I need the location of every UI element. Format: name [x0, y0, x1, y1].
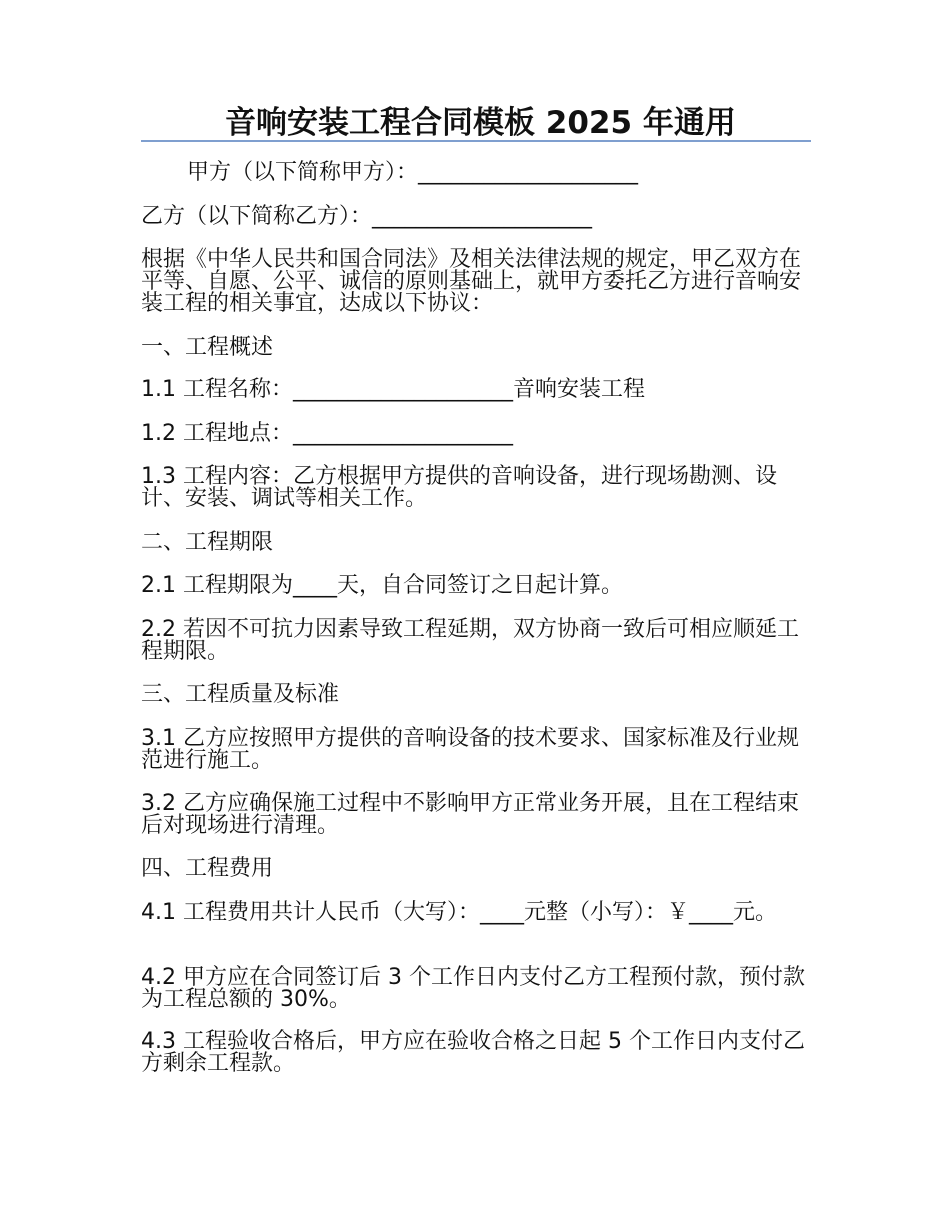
clause-1-2: 1.2 工程地点：____________________ — [141, 421, 513, 446]
clause-3-1: 3.1 乙方应按照甲方提供的音响设备的技术要求、国家标准及行业规范进行施工。 — [141, 726, 799, 773]
clause-2-1: 2.1 工程期限为____天，自合同签订之日起计算。 — [141, 573, 623, 598]
title-underline — [141, 102, 811, 142]
section-heading-4: 四、工程费用 — [141, 856, 274, 881]
clause-1-1: 1.1 工程名称：____________________音响安装工程 — [141, 377, 645, 402]
clause-3-2: 3.2 乙方应确保施工过程中不影响甲方正常业务开展，且在工程结束后对现场进行清理。 — [141, 791, 799, 838]
clause-4-3: 4.3 工程验收合格后，甲方应在验收合格之日起 5 个工作日内支付乙方剩余工程款。 — [141, 1029, 805, 1076]
section-heading-3: 三、工程质量及标准 — [141, 682, 340, 707]
clause-1-3: 1.3 工程内容：乙方根据甲方提供的音响设备，进行现场勘测、设计、安装、调试等相关工作。 — [141, 464, 777, 511]
section-heading-1: 一、工程概述 — [141, 335, 274, 360]
party-a-line: 甲方（以下简称甲方）：____________________ — [187, 160, 639, 185]
section-heading-2: 二、工程期限 — [141, 530, 274, 555]
clause-4-1: 4.1 工程费用共计人民币（大写）：____元整（小写）：￥____元。 — [141, 900, 777, 925]
document-title: 音响安装工程合同模板 2025 年通用 — [225, 105, 736, 141]
clause-4-2: 4.2 甲方应在合同签订后 3 个工作日内支付乙方工程预付款，预付款为工程总额的 30%。 — [141, 965, 805, 1012]
clause-2-2: 2.2 若因不可抗力因素导致工程延期，双方协商一致后可相应顺延工程期限。 — [141, 617, 799, 664]
intro-paragraph: 根据《中华人民共和国合同法》及相关法律法规的规定，甲乙双方在平等、自愿、公平、诚信的原则基础上，就甲方委托乙方进行音响安装工程的相关事宜，达成以下协议： — [141, 247, 802, 316]
party-b-line: 乙方（以下简称乙方）：____________________ — [141, 204, 593, 229]
